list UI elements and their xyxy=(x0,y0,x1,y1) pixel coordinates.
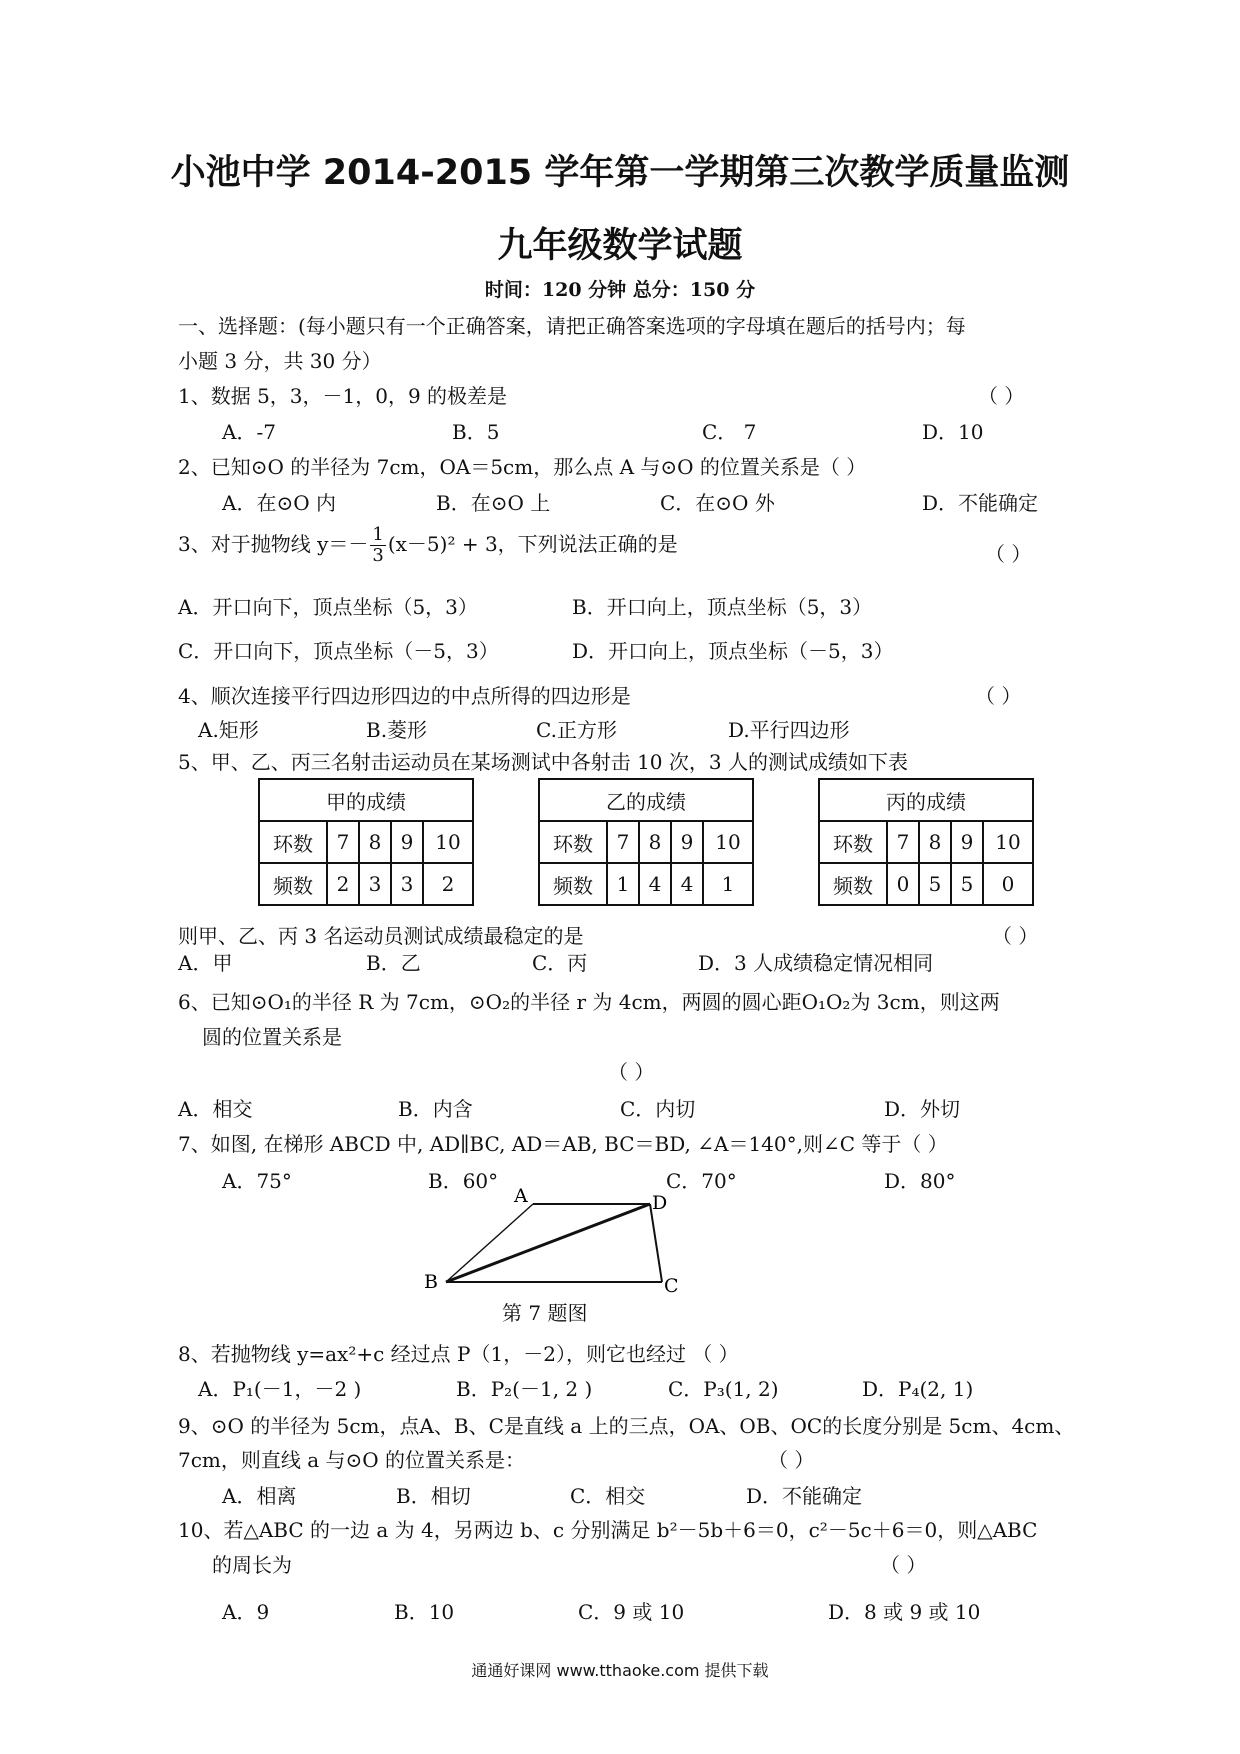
table-cell: 5 xyxy=(919,863,951,905)
table-cell: 9 xyxy=(671,821,703,863)
table-cell: 4 xyxy=(671,863,703,905)
q2-option-b: B．在⊙O 上 xyxy=(436,491,551,515)
q10-stem-line1: 10、若△ABC 的一边 a 为 4，另两边 b、c 分别满足 b²－5b＋6＝0，c²－5c＋6＝0，则△ABC xyxy=(178,1518,1038,1542)
q3-fraction xyxy=(370,525,385,566)
q10-option-c: C．9 或 10 xyxy=(578,1600,685,1624)
q4-option-b: B.菱形 xyxy=(366,718,428,742)
q5-option-a: A．甲 xyxy=(178,951,233,975)
q3-option-b: B．开口向上，顶点坐标（5，3） xyxy=(572,595,873,619)
table-cell: 0 xyxy=(983,863,1033,905)
exam-title: 小池中学 2014-2015 学年第一学期第三次教学质量监测 xyxy=(170,153,1070,193)
table-cell: 8 xyxy=(639,821,671,863)
section-intro-line2: 小题 3 分，共 30 分） xyxy=(178,349,382,373)
q6-option-d: D．外切 xyxy=(884,1097,961,1121)
q3-option-c: C．开口向下，顶点坐标（－5，3） xyxy=(178,639,499,663)
table-row-label: 环数 xyxy=(539,821,607,863)
table-cell: 2 xyxy=(327,863,359,905)
q2-option-a: A．在⊙O 内 xyxy=(222,491,336,515)
table-cell: 2 xyxy=(423,863,473,905)
q7-option-a: A．75° xyxy=(222,1169,292,1193)
score-table-yi xyxy=(538,778,754,906)
q4-option-a: A.矩形 xyxy=(198,718,259,742)
segment-bd xyxy=(446,1204,650,1282)
q7-option-c: C．70° xyxy=(666,1169,737,1193)
q8-option-b: B．P₂(－1, 2 ) xyxy=(456,1377,593,1401)
table-cell: 1 xyxy=(703,863,753,905)
q3-stem-pre: 3、对于抛物线 y＝－ xyxy=(178,532,369,556)
table-cell: 10 xyxy=(703,821,753,863)
q7-option-d: D．80° xyxy=(884,1169,956,1193)
q3-answer-paren: （ ） xyxy=(985,542,1032,566)
vertex-label-b: B xyxy=(424,1271,438,1293)
q1-option-b: B．5 xyxy=(452,420,500,444)
q10-stem-line2: 的周长为 xyxy=(212,1553,292,1577)
exam-subtitle: 九年级数学试题 xyxy=(497,226,743,266)
q4-answer-paren: （ ） xyxy=(975,684,1022,708)
q2-option-d: D．不能确定 xyxy=(922,491,1039,515)
table-row-label: 频数 xyxy=(539,863,607,905)
q1-option-d: D．10 xyxy=(922,420,984,444)
vertex-label-c: C xyxy=(664,1275,679,1297)
table-title: 甲的成绩 xyxy=(259,779,473,821)
q1-answer-paren: （ ） xyxy=(978,384,1025,408)
table-cell: 8 xyxy=(359,821,391,863)
q4-option-c: C.正方形 xyxy=(536,718,617,742)
table-cell: 4 xyxy=(639,863,671,905)
table-cell: 0 xyxy=(887,863,919,905)
q5-question: 则甲、乙、丙 3 名运动员测试成绩最稳定的是 xyxy=(178,924,584,948)
q1-option-a: A．-7 xyxy=(222,420,276,444)
q6-option-b: B．内含 xyxy=(398,1097,473,1121)
q10-option-b: B．10 xyxy=(394,1600,455,1624)
q6-option-c: C．内切 xyxy=(620,1097,696,1121)
q7-stem: 7、如图, 在梯形 ABCD 中, AD∥BC, AD＝AB, BC＝BD, ∠A＝140°,则∠C 等于（ ） xyxy=(178,1132,948,1156)
q1-stem: 1、数据 5，3，－1，0，9 的极差是 xyxy=(178,384,508,408)
table-cell: 7 xyxy=(327,821,359,863)
q8-option-c: C．P₃(1, 2) xyxy=(668,1377,779,1401)
segment-ab xyxy=(446,1204,533,1282)
table-cell: 3 xyxy=(359,863,391,905)
q10-option-d: D．8 或 9 或 10 xyxy=(828,1600,981,1624)
table-cell: 9 xyxy=(951,821,983,863)
vertex-label-d: D xyxy=(652,1192,668,1214)
table-cell: 9 xyxy=(391,821,423,863)
q7-option-b: B．60° xyxy=(428,1169,499,1193)
q4-option-d: D.平行四边形 xyxy=(728,718,850,742)
q9-stem-line1: 9、⊙O 的半径为 5cm，点A、B、C是直线 a 上的三点，OA、OB、OC的长度分别是 5cm、4cm、 xyxy=(178,1414,1075,1438)
q4-stem: 4、顺次连接平行四边形四边的中点所得的四边形是 xyxy=(178,684,631,708)
table-cell: 7 xyxy=(887,821,919,863)
q3-option-d: D．开口向上，顶点坐标（－5，3） xyxy=(572,639,894,663)
table-cell: 7 xyxy=(607,821,639,863)
table-title: 丙的成绩 xyxy=(819,779,1033,821)
table-cell: 3 xyxy=(391,863,423,905)
q10-answer-paren: （ ） xyxy=(880,1553,927,1577)
score-table-jia xyxy=(258,778,474,906)
table-row-label: 频数 xyxy=(819,863,887,905)
q3-frac-num: 1 xyxy=(372,524,384,545)
q8-option-d: D．P₄(2, 1) xyxy=(862,1377,974,1401)
table-row-label: 环数 xyxy=(259,821,327,863)
q5-option-d: D．3 人成绩稳定情况相同 xyxy=(698,951,934,975)
vertex-label-a: A xyxy=(514,1185,528,1207)
score-table-bing xyxy=(818,778,1034,906)
q2-stem: 2、已知⊙O 的半径为 7cm，OA＝5cm，那么点 A 与⊙O 的位置关系是（ ） xyxy=(178,455,867,479)
q5-stem: 5、甲、乙、丙三名射击运动员在某场测试中各射击 10 次，3 人的测试成绩如下表 xyxy=(178,750,908,774)
q6-stem-line2: 圆的位置关系是 xyxy=(202,1025,342,1049)
q9-option-b: B．相切 xyxy=(396,1484,471,1508)
section-intro-line1: 一、选择题：(每小题只有一个正确答案，请把正确答案选项的字母填在题后的括号内；每 xyxy=(178,314,966,338)
q9-option-a: A．相离 xyxy=(222,1484,297,1508)
q5-option-b: B．乙 xyxy=(366,951,421,975)
table-cell: 5 xyxy=(951,863,983,905)
q7-figure-caption: 第 7 题图 xyxy=(502,1301,588,1325)
q6-stem-line1: 6、已知⊙O₁的半径 R 为 7cm，⊙O₂的半径 r 为 4cm，两圆的圆心距O₁O₂为 3cm，则这两 xyxy=(178,990,1000,1014)
exam-meta: 时间：120 分钟 总分：150 分 xyxy=(484,279,756,301)
q2-option-c: C．在⊙O 外 xyxy=(660,491,775,515)
table-cell: 10 xyxy=(423,821,473,863)
q6-answer-paren: （ ） xyxy=(608,1060,655,1084)
q3-frac-den: 3 xyxy=(372,545,384,566)
q3-stem-post: (x－5)² + 3，下列说法正确的是 xyxy=(387,532,678,556)
q3-stem xyxy=(178,525,678,566)
table-row-label: 频数 xyxy=(259,863,327,905)
q9-option-d: D．不能确定 xyxy=(746,1484,863,1508)
table-title: 乙的成绩 xyxy=(539,779,753,821)
q3-option-a: A．开口向下，顶点坐标（5，3） xyxy=(178,595,478,619)
table-cell: 1 xyxy=(607,863,639,905)
page-footer: 通通好课网 www.tthaoke.com 提供下载 xyxy=(471,1661,769,1680)
q5-answer-paren: （ ） xyxy=(992,924,1039,948)
q6-option-a: A．相交 xyxy=(178,1097,253,1121)
q1-option-c: C． 7 xyxy=(702,420,757,444)
q9-option-c: C．相交 xyxy=(570,1484,646,1508)
segment-dc xyxy=(650,1204,662,1282)
q8-stem: 8、若抛物线 y=ax²+c 经过点 P（1，－2），则它也经过 （ ） xyxy=(178,1342,739,1366)
q9-answer-paren: （ ） xyxy=(768,1448,815,1472)
table-cell: 10 xyxy=(983,821,1033,863)
table-cell: 8 xyxy=(919,821,951,863)
table-row-label: 环数 xyxy=(819,821,887,863)
q8-option-a: A．P₁(－1，－2 ) xyxy=(198,1377,362,1401)
q9-stem-line2: 7cm，则直线 a 与⊙O 的位置关系是： xyxy=(178,1448,526,1472)
q5-option-c: C．丙 xyxy=(532,951,588,975)
q10-option-a: A．9 xyxy=(222,1600,270,1624)
